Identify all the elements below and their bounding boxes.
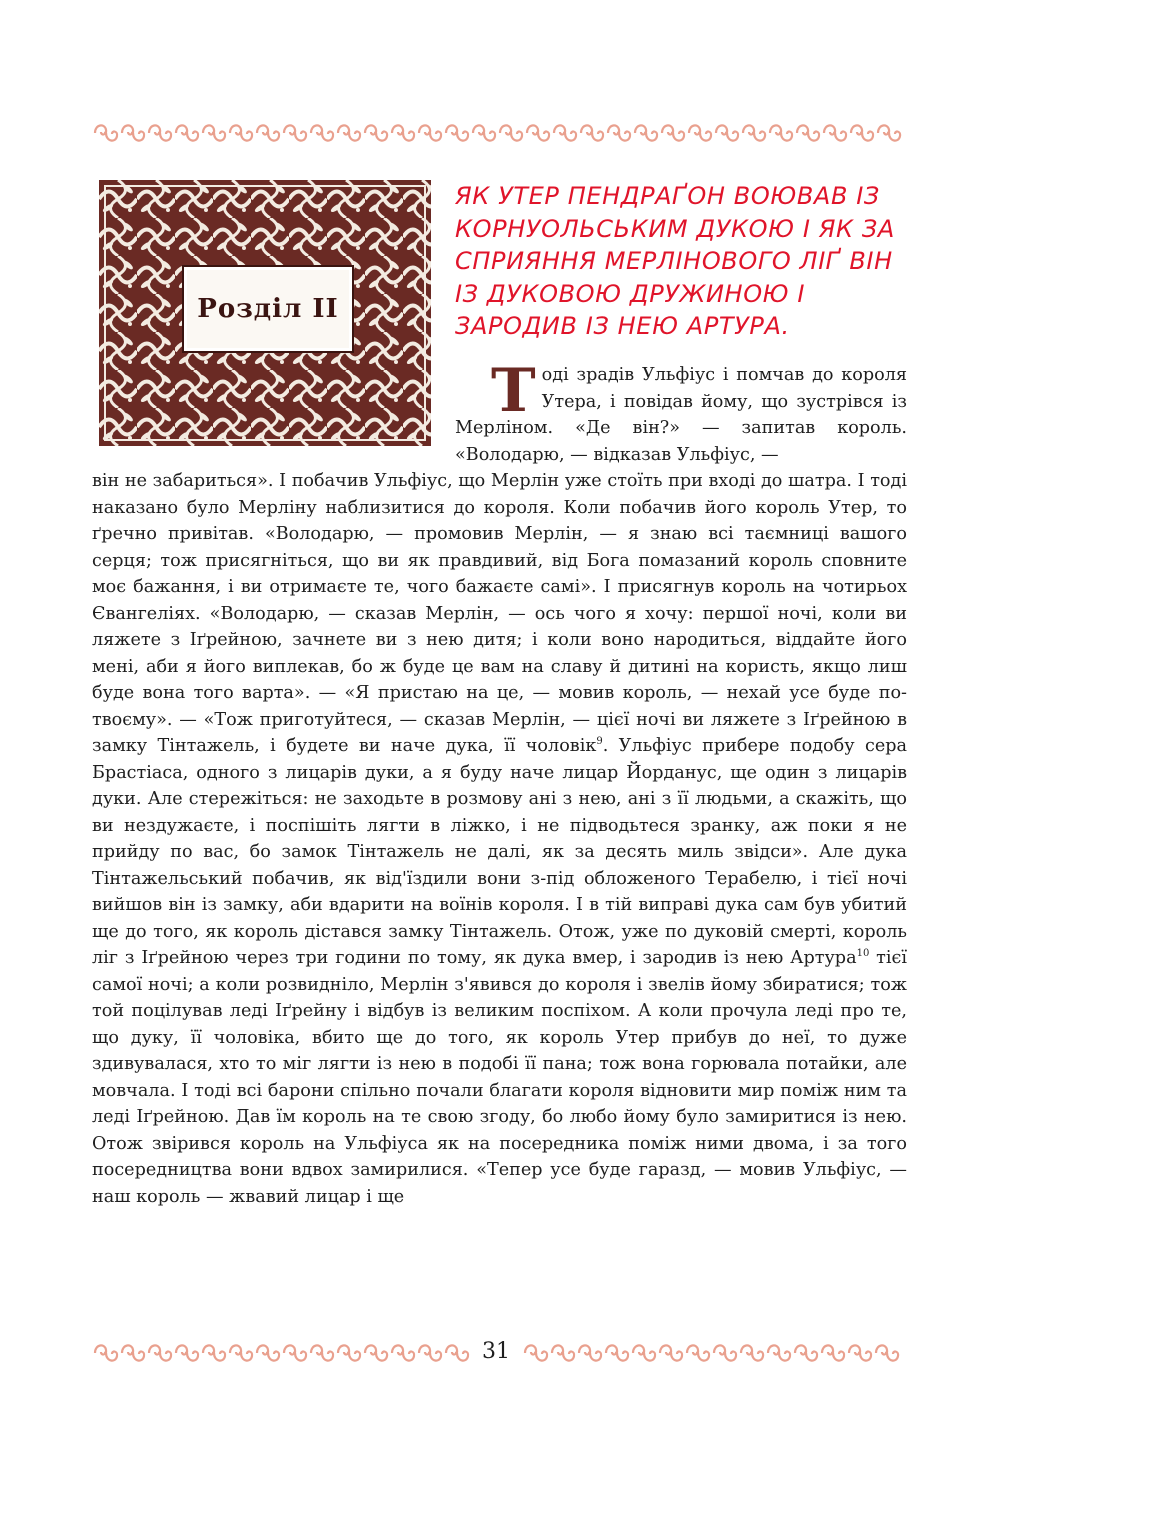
chapter-label: Розділ ІІ <box>197 294 339 324</box>
body-text-part-2: . Ульфіус прибере подобу сера Брастіаса, одного з лицарів дуки, а я буду наче лицар Йорданус, ще один з лицарів дуки. Але стережіться: не заходьте в розмову ані з нею, ані з її людьми, а скажіть, що ви нездужаєте, і поспішіть лягти в ліжко, і не підводьтеся зранку, аж поки я не прийду по вас, бо замок Тінтажель не далі, як за десять миль звідси». Але дука Тінтажельський побачив, як від'їздили вони з-під обложеного Терабелю, і тієї ночі вийшов він із замку, аби вдарити на воїнів короля. І в тій виправі дука сам був убитий ще до того, як король дістався замку Тінтажель. Отож, уже по дуковій смерті, король ліг з Іґрейною через три години по тому, як дука вмер, і зародив із нею Артура <box>92 736 907 968</box>
drop-cap-letter: Т <box>491 356 536 426</box>
bottom-ornament-border-right <box>522 1338 904 1368</box>
top-ornament-border <box>92 118 904 148</box>
footnote-marker-10[interactable]: 10 <box>856 948 870 959</box>
scroll-ornament-icon <box>92 1338 470 1368</box>
body-text-part-1: він не забариться». І побачив Ульфіус, що Мерлін уже стоїть при вході до шатра. І тоді наказано було Мерліну наблизитися до короля. Коли побачив його король Утер, то ґречно привітав. «Володарю, — промовив Мерлін, — я знаю всі таємниці вашого серця; тож присягніться, що ви як правдивий, від Бога помазаний король сповните моє бажання, і ви отримаєте те, чого бажаєте самі». І присягнув король на чотирьох Євангеліях. «Володарю, — сказав Мерлін, — ось чого я хочу: першої ночі, коли ви ляжете з Іґрейною, зачнете ви з нею дитя; і коли воно народиться, віддайте його мені, аби я його виплекав, бо ж буде це вам на славу й дитині на користь, якщо лиш буде вона того варта». — «Я пристаю на це, — мовив король, — нехай усе буде по-твоєму». — «Тож приготуйтеся, — сказав Мерлін, — цієї ночі ви ляжете з Іґрейною в замку Тінтажель, і будете ви наче дука, її чоловік <box>92 471 907 756</box>
intro-text: оді зрадів Ульфіус і помчав до короля Утера, і повідав йому, що зустрівся із Мерліном. «Де він?» — запитав король. «Володарю, — відказав Ульфіус, — <box>455 365 907 465</box>
body-paragraph <box>92 468 907 1210</box>
chapter-label-box <box>184 267 352 351</box>
chapter-heading: ЯК УТЕР ПЕНДРАҐОН ВОЮВАВ ІЗ КОРНУОЛЬСЬКИМ ДУКОЮ І ЯК ЗА СПРИЯННЯ МЕРЛІНОВОГО ЛІҐ ВІН ІЗ ДУКОВОЮ ДРУЖИНОЮ І ЗАРОДИВ ІЗ НЕЮ АРТУРА. <box>455 182 895 340</box>
scroll-ornament-icon <box>92 118 904 148</box>
scroll-ornament-icon <box>522 1338 904 1368</box>
page-number: 31 <box>482 1339 510 1364</box>
footnote-marker-9[interactable]: 9 <box>596 736 603 747</box>
chapter-illustration-plate <box>99 180 431 446</box>
body-text-part-3: тієї самої ночі; а коли розвиднілo, Мерлін з'явився до короля і звелів йому збиратися; тож той поцілував леді Іґрейну і відбув із великим поспіхом. А коли прочула леді про те, що дуку, її чоловіка, вбито ще до того, як король Утер прибув до неї, то дуже здивувалася, хто то міг лягти із нею в подобі її пана; тож вона горювала потайки, але мовчала. І тоді всі барони спільно почали благати короля відновити мир поміж ним та леді Іґрейною. Дав їм король на те свою згоду, бо любо йому було замиритися із нею. Отож звірився король на Ульфіуса як на посередника поміж ними двома, і за того посередництва вони вдвох замирилися. «Тепер усе буде гаразд, — мовив Ульфіус, — наш король — жвавий лицар і ще <box>92 948 908 1207</box>
bottom-ornament-border-left <box>92 1338 470 1368</box>
intro-paragraph <box>455 356 907 468</box>
